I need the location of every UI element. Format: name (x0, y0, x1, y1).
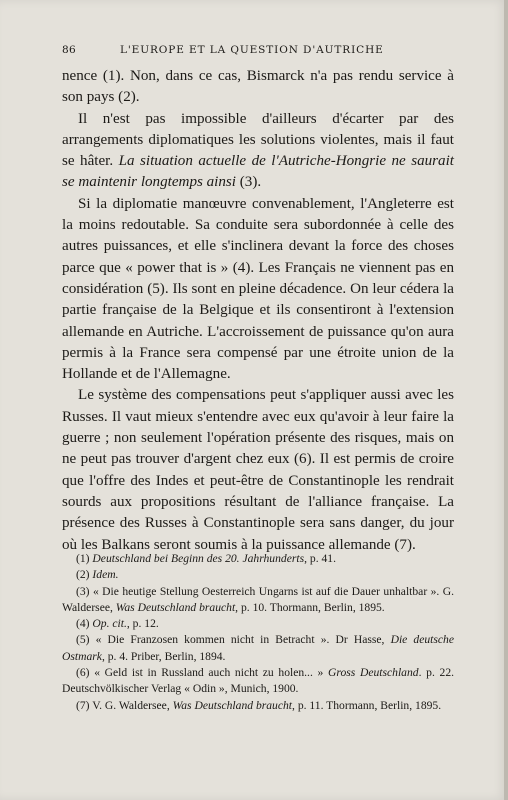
text-run: . p. 22. Deutschvölkischer Verlag « Odin », Munich, 1900. (62, 666, 455, 696)
footnote (62, 551, 454, 567)
footnote (62, 567, 454, 583)
text-run: , p. 11. Thormann, Berlin, 1895. (292, 698, 442, 712)
paragraph (62, 385, 454, 555)
italic-text: Was Deutschland braucht (115, 600, 236, 614)
page-edge (504, 0, 508, 800)
italic-text: Gross Deutschland (328, 666, 419, 680)
text-run: Si la diplomatie manœuvre convenablement, l'Angleterre est la moins redoutable. Sa conduite sera subordonnée à celle des autres puissances, et elle s'inclinera devant la force des choses parce que « power that is » (4). Les Français ne viennent pas en considération (5). Ils sont en pleine décadence. On leur cédera la partie française de la Belgique et ils consentiront à l'extension allemande en Autriche. L'accroissement de puissance qu'on aura permis à la France sera compensé par une étroite union de la Hollande et de l'Allemagne. (62, 195, 454, 383)
italic-text: Was Deutschland braucht (172, 698, 293, 712)
italic-text: Op. cit. (92, 617, 127, 631)
footnote (62, 698, 454, 714)
italic-text: Deutschland bei Beginn des 20. Jahrhunderts (92, 552, 305, 565)
page-number: 86 (62, 44, 76, 56)
text-run: , p. 10. Thormann, Berlin, 1895. (235, 600, 385, 614)
text-run: nence (1). Non, dans ce cas, Bismarck n'a pas rendu service à son pays (2). (62, 68, 454, 106)
footnote (62, 584, 454, 617)
italic-text: Idem. (92, 568, 119, 582)
body-text (62, 66, 454, 556)
text-run: (6) « Geld ist in Russland auch nicht zu holen... » (76, 666, 329, 680)
text-run: (3) « Die heutige Stellung Oesterreich Ungarns ist auf die Dauer unhaltbar ». G. Waldersee, (62, 584, 454, 614)
paragraph (62, 109, 454, 194)
text-run: Il n'est pas impossible d'ailleurs d'écarter par des arrangements diplomatiques les solutions violentes, mais il faut se hâter. (62, 110, 454, 170)
footnotes (62, 551, 454, 714)
text-run: (5) « Die Franzosen kommen nicht in Betracht ». Dr Hasse, (76, 633, 391, 647)
paragraph (62, 194, 454, 386)
text-run: Le système des compensations peut s'appliquer aussi avec les Russes. Il vaut mieux s'entendre avec eux qu'avoir à leur faire la guerre ; non seulement l'opération présente des risques, mais on ne peut pas trouver d'argent chez eux (6). Il est permis de croire que l'offre des Indes et peut-être de Constantinople les rendrait sourds aux propositions résultant de l'alliance française. La présence des Russes à Constantinople sera sans danger, du jour où les Balkans seront soumis à la puissance allemande (7). (62, 387, 454, 553)
footnote (62, 616, 454, 632)
text-run: (1) (76, 552, 93, 565)
footnote (62, 632, 454, 665)
text-run: , p. 41. (304, 552, 336, 565)
text-run: (2) (76, 568, 93, 582)
footnote (62, 665, 454, 698)
running-head (62, 44, 454, 60)
paragraph (62, 66, 454, 109)
text-run: (7) V. G. Waldersee, (76, 698, 173, 712)
text-run: (4) (76, 617, 93, 631)
italic-text: Die deutsche Ostmark (62, 633, 454, 663)
text-run: , p. 12. (126, 617, 159, 631)
text-run: (3). (236, 174, 262, 191)
running-title: L'EUROPE ET LA QUESTION D'AUTRICHE (120, 44, 384, 56)
italic-text: La situation actuelle de l'Autriche-Hongrie ne saurait se maintenir longtemps ainsi (62, 153, 454, 191)
text-run: , p. 4. Priber, Berlin, 1894. (101, 649, 226, 663)
